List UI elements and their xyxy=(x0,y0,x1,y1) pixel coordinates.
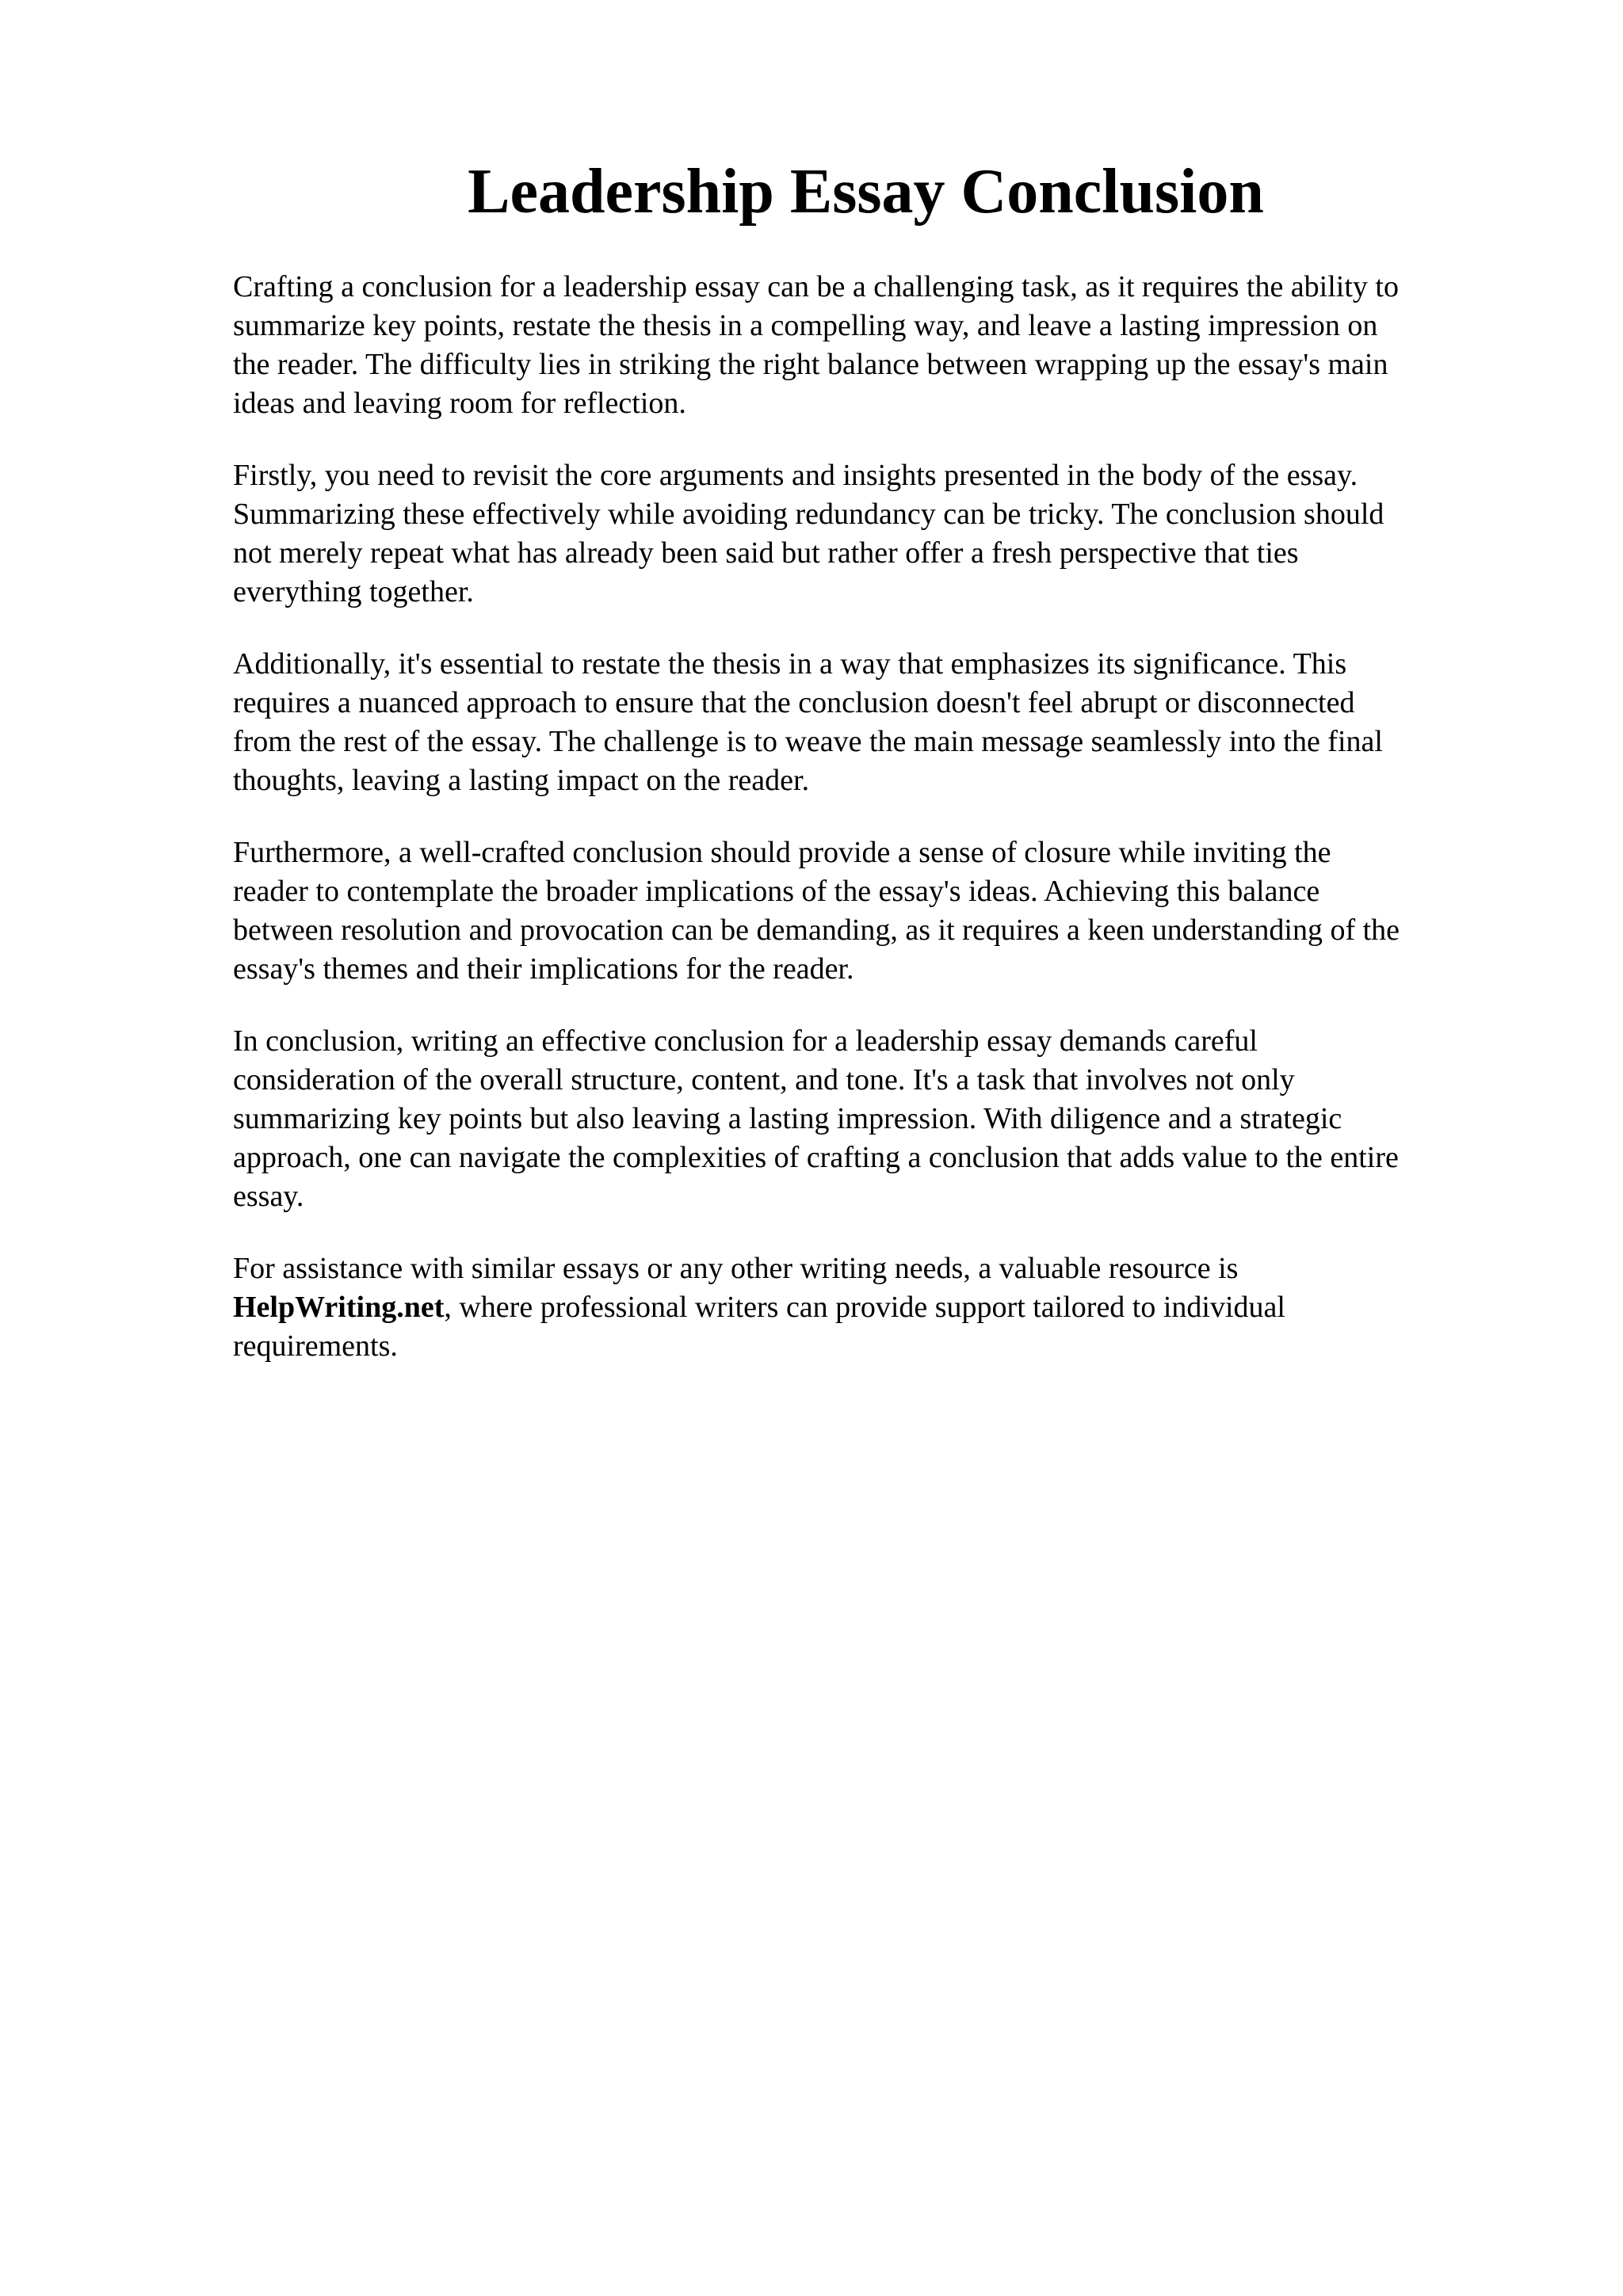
paragraph-line: Additionally, it's essential to restate the thesis in a way that emphasizes its significance. This xyxy=(233,647,1347,681)
paragraph-line: Furthermore, a well-crafted conclusion should provide a sense of closure while inviting the xyxy=(233,836,1331,869)
paragraph-line: everything together. xyxy=(233,575,474,608)
paragraph-3 xyxy=(233,645,1517,800)
paragraph-1 xyxy=(233,268,1517,423)
paragraph-line: Summarizing these effectively while avoiding redundancy can be tricky. The conclusion should xyxy=(233,498,1384,531)
paragraph-line: In conclusion, writing an effective conclusion for a leadership essay demands careful xyxy=(233,1024,1258,1058)
paragraph-line: thoughts, leaving a lasting impact on the reader. xyxy=(233,764,810,797)
paragraph-5 xyxy=(233,1022,1517,1216)
paragraph-line: summarize key points, restate the thesis in a compelling way, and leave a lasting impression on xyxy=(233,309,1378,342)
paragraph-line xyxy=(233,1288,1517,1327)
paragraph-line: between resolution and provocation can be demanding, as it requires a keen understanding of the xyxy=(233,913,1400,947)
paragraph-line: approach, one can navigate the complexities of crafting a conclusion that adds value to the entire xyxy=(233,1141,1399,1174)
helpwriting-link[interactable]: HelpWriting.net xyxy=(233,1291,445,1324)
paragraph-line: the reader. The difficulty lies in striking the right balance between wrapping up the essay's main xyxy=(233,348,1388,381)
paragraph-line: essay's themes and their implications for the reader. xyxy=(233,952,854,986)
paragraph-line: Firstly, you need to revisit the core arguments and insights presented in the body of the essay. xyxy=(233,459,1358,492)
paragraph-line: Crafting a conclusion for a leadership essay can be a challenging task, as it requires the ability to xyxy=(233,270,1399,303)
paragraph-2 xyxy=(233,456,1517,612)
document-title: Leadership Essay Conclusion xyxy=(468,157,1264,227)
paragraph-line: essay. xyxy=(233,1180,304,1213)
paragraph-line: requires a nuanced approach to ensure that the conclusion doesn't feel abrupt or disconnected xyxy=(233,686,1355,719)
paragraph-line: summarizing key points but also leaving a lasting impression. With diligence and a strategic xyxy=(233,1102,1342,1135)
paragraph-line: ideas and leaving room for reflection. xyxy=(233,387,686,420)
paragraph-line: requirements. xyxy=(233,1329,398,1363)
paragraph-line: reader to contemplate the broader implications of the essay's ideas. Achieving this balance xyxy=(233,875,1320,908)
paragraph-4 xyxy=(233,833,1517,989)
paragraph-line: from the rest of the essay. The challenge is to weave the main message seamlessly into the final xyxy=(233,725,1383,758)
paragraph-line: not merely repeat what has already been said but rather offer a fresh perspective that ties xyxy=(233,536,1299,570)
closing-line-text: , where professional writers can provide support tailored to individual xyxy=(444,1291,1285,1324)
paragraph-line: consideration of the overall structure, content, and tone. It's a task that involves not only xyxy=(233,1063,1295,1097)
document-body xyxy=(233,268,1517,1399)
paragraph-line: For assistance with similar essays or any other writing needs, a valuable resource is xyxy=(233,1252,1239,1285)
closing-paragraph xyxy=(233,1249,1517,1366)
